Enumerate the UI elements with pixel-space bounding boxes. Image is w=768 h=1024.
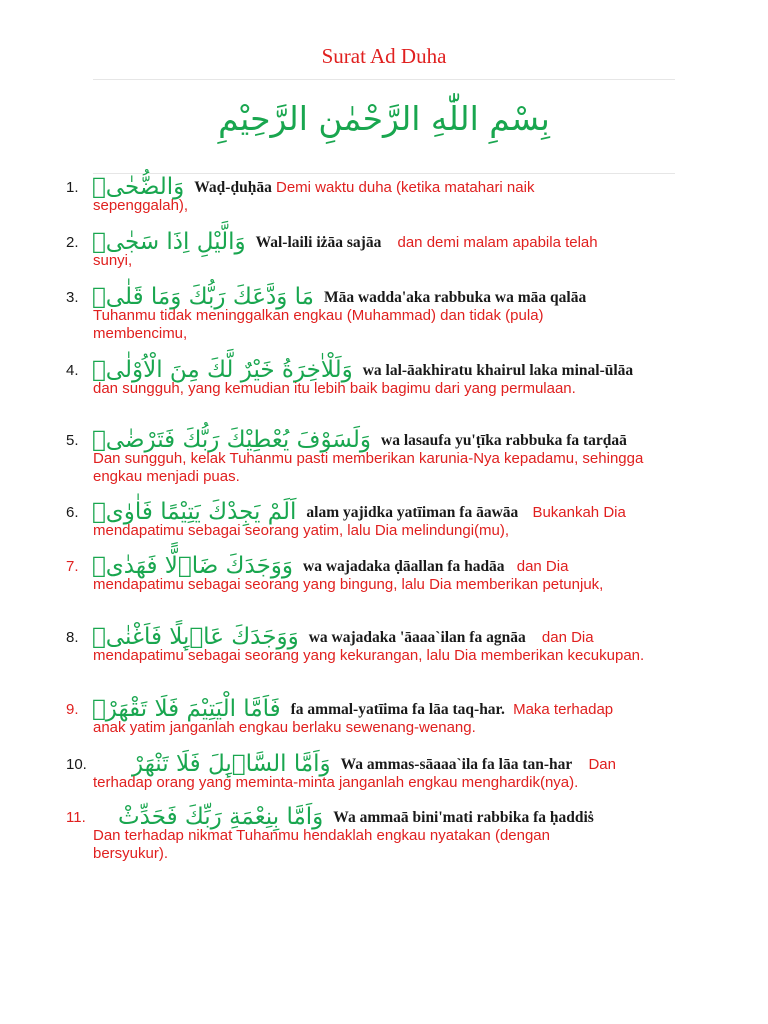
verse-item [66, 174, 686, 215]
verse-arabic: وَاَمَّا السَّاۤىِٕلَ فَلَا تَنْهَرْ [132, 751, 331, 777]
verse-item [66, 357, 686, 398]
verse-item [66, 284, 686, 343]
verse-translation: Bukankah Dia [532, 504, 626, 521]
verse-item [66, 499, 686, 540]
verse-arabic: مَا وَدَّعَكَ رَبُّكَ وَمَا قَلٰىۗ [92, 284, 314, 310]
verse-arabic: وَوَجَدَكَ عَاۤىِٕلًا فَاَغْنٰىۗ [92, 624, 299, 650]
verse-number: 10. [66, 756, 87, 773]
verse-translation-cont: Dan terhadap nikmat Tuhanmu hendaklah engkau nyatakan (dengan bersyukur). [93, 827, 550, 862]
verse-number: 5. [66, 432, 79, 449]
verse-number: 6. [66, 504, 79, 521]
verse-transliteration: Māa wadda'aka rabbuka wa māa qalāa [323, 289, 587, 306]
verse-translation-cont: terhadap orang yang meminta-minta janganlah engkau menghardik(nya). [93, 774, 579, 791]
verse-item [66, 751, 686, 792]
verse-arabic: وَاَمَّا بِنِعْمَةِ رَبِّكَ فَحَدِّثْ [118, 804, 324, 830]
verse-item [66, 553, 686, 594]
verse-transliteration: wa wajadaka ḍāallan fa hadāa [303, 558, 505, 575]
verse-transliteration: Wal-laili iżāa sajāa [255, 234, 382, 251]
verse-number: 8. [66, 629, 79, 646]
verse-number: 3. [66, 289, 79, 306]
verse-number: 7. [66, 558, 79, 575]
verse-translation: Maka terhadap [513, 701, 614, 718]
verse-arabic: اَلَمْ يَجِدْكَ يَتِيْمًا فَاٰوٰىۖ [92, 499, 297, 525]
verse-item [66, 229, 686, 270]
verse-transliteration: alam yajidka yatīiman fa āawāa [306, 504, 519, 521]
verse-transliteration: wa lasaufa yu'ṭīka rabbuka fa tarḍaā [381, 432, 627, 449]
verse-transliteration: Waḍ-ḍuḥāa [194, 179, 272, 196]
verse-translation: dan Dia [516, 558, 569, 575]
verse-item [66, 427, 686, 486]
verse-transliteration: fa ammal-yatīima fa lāa taq-har. [290, 701, 505, 718]
verse-item [66, 696, 686, 737]
basmala: بِسْمِ اللّٰهِ الرَّحْمٰنِ الرَّحِيْمِ [218, 99, 550, 138]
verse-item [66, 624, 686, 665]
verse-translation: dan demi malam apabila telah [397, 234, 598, 251]
verse-translation-cont: Dan sungguh, kelak Tuhanmu pasti memberikan karunia-Nya kepadamu, sehingga engkau menjadi puas. [93, 450, 644, 485]
verse-number: 4. [66, 362, 79, 379]
page-title: Surat Ad Duha [321, 44, 447, 68]
verse-transliteration: Wa ammaā bini'mati rabbika fa ḥaddiṡ [333, 809, 594, 826]
verse-arabic: وَلَسَوْفَ يُعْطِيْكَ رَبُّكَ فَتَرْضٰىۗ [92, 427, 371, 453]
verse-translation-cont: mendapatimu sebagai seorang yang kekurangan, lalu Dia memberikan kecukupan. [93, 647, 645, 664]
verse-translation-cont: mendapatimu sebagai seorang yang bingung, lalu Dia memberikan petunjuk, [93, 576, 604, 593]
verse-translation-cont: mendapatimu sebagai seorang yatim, lalu Dia melindungi(mu), [93, 522, 510, 539]
verse-number: 1. [66, 179, 79, 196]
verse-arabic: وَالضُّحٰىۙ [92, 174, 185, 200]
verse-translation: Demi waktu duha (ketika matahari naik [276, 179, 535, 196]
verse-item [66, 804, 686, 863]
verse-translation: Dan [588, 756, 616, 773]
verse-translation: dan Dia [541, 629, 594, 646]
verse-number: 9. [66, 701, 79, 718]
verse-arabic: وَوَجَدَكَ ضَاۤلًّا فَهَدٰىۖ [92, 553, 294, 579]
verse-transliteration: wa wajadaka 'āaaa`ilan fa agnāa [308, 629, 526, 646]
verse-arabic: وَلَلْاٰخِرَةُ خَيْرٌ لَّكَ مِنَ الْاُوْلٰىۗ [92, 357, 353, 383]
verse-translation-cont: anak yatim janganlah engkau berlaku sewenang-wenang. [93, 719, 476, 736]
verse-number: 2. [66, 234, 79, 251]
verse-transliteration: wa lal-āakhiratu khairul laka minal-ūlāa [362, 362, 634, 379]
verse-translation-cont: sepenggalah), [93, 197, 189, 214]
verse-transliteration: Wa ammas-sāaaa`ila fa lāa tan-har [340, 756, 573, 773]
verse-translation-cont: sunyi, [93, 252, 133, 269]
verse-translation-cont: dan sungguh, yang kemudian itu lebih baik bagimu dari yang permulaan. [93, 380, 576, 397]
top-divider [93, 79, 675, 80]
verse-translation-cont: Tuhanmu tidak meninggalkan engkau (Muhammad) dan tidak (pula) membencimu, [93, 307, 544, 342]
verse-number: 11. [66, 809, 86, 826]
verse-arabic: فَاَمَّا الْيَتِيْمَ فَلَا تَقْهَرْۗ [92, 696, 281, 722]
verse-arabic: وَالَّيْلِ اِذَا سَجٰىۙ [92, 229, 246, 255]
